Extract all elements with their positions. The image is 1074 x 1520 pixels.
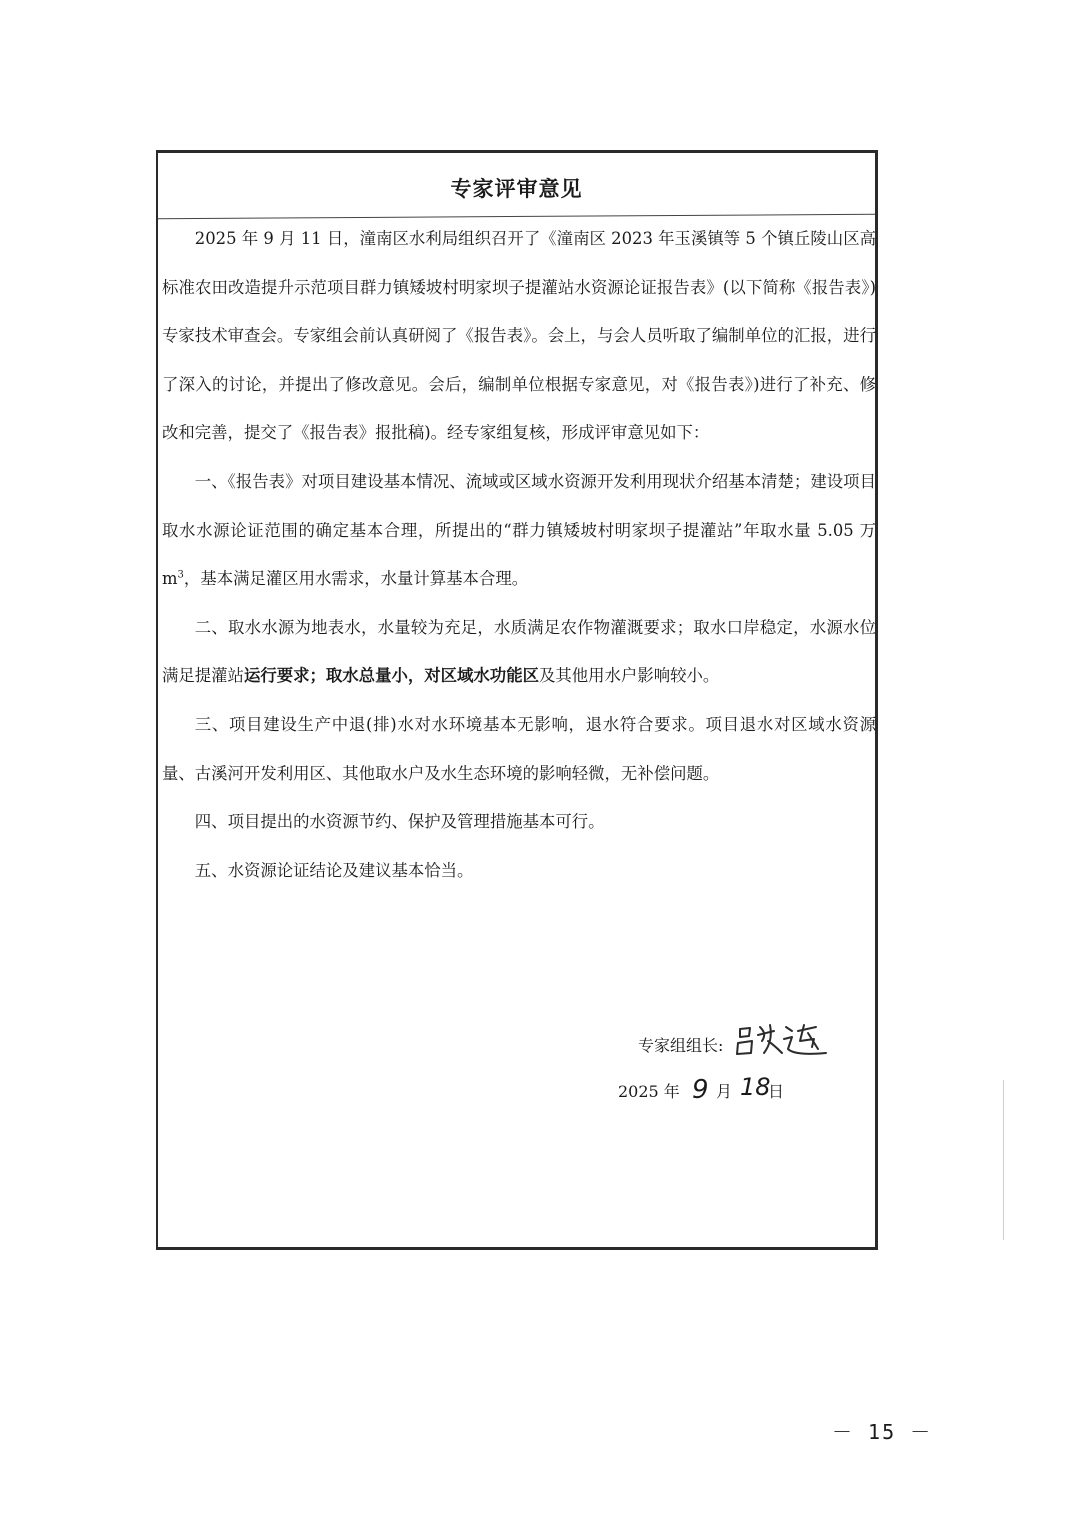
paragraph-text: 四、项目提出的水资源节约、保护及管理措施基本可行。 [194, 812, 605, 832]
document-title: 专家评审意见 [450, 177, 583, 201]
paragraph-text: 及其他用水户影响较小。 [538, 666, 720, 686]
expert-leader-label: 专家组组长: [638, 1036, 724, 1055]
superscript-text: 3 [177, 569, 184, 581]
date-day-unit: 日 [768, 1082, 785, 1101]
paragraph-text: 二、取水水源为地表水，水量较为充足，水质满足农作物灌溉要求；取水口岸稳定，水源水位满足提灌站 [162, 617, 876, 686]
opinion-paragraph [162, 604, 876, 701]
opinion-paragraph [162, 847, 876, 896]
paragraph-text: 2025 年 9 月 11 日，潼南区水利局组织召开了《潼南区 2023 年玉溪镇等 5 个镇丘陵山区高标准农田改造提升示范项目群力镇矮坡村明家坝子提灌站水资源论证报告表》(以下简称《报告表》)专家技术审查会。专家组会前认真研阅了《报告表》。会上，与会人员听取了编制单位的汇报，进行了深入的讨论，并提出了修改意见。会后，编制单位根据专家意见，对《报告表》)进行了补充、修改和完善，提交了《报告表》报批稿)。经专家组复核，形成评审意见如下： [162, 229, 876, 443]
scan-edge-mark [1003, 1080, 1004, 1240]
sign-date [618, 1073, 785, 1105]
opinion-body [162, 215, 876, 895]
signature-block [618, 1021, 868, 1141]
date-month-unit: 月 [716, 1082, 733, 1101]
date-day-handwritten: 18 [740, 1073, 771, 1101]
handwritten-signature [734, 1019, 834, 1063]
opinion-paragraph [162, 798, 876, 847]
paragraph-text: 三、项目建设生产中退(排)水对水环境基本无影响，退水符合要求。项目退水对区域水资源量、古溪河开发利用区、其他取水户及水生态环境的影响轻微，无补偿问题。 [162, 714, 876, 783]
page-number: － 15 － [832, 1420, 933, 1444]
opinion-paragraph [162, 458, 876, 604]
opinion-paragraph [162, 215, 876, 458]
paragraph-text: 五、水资源论证结论及建议基本恰当。 [194, 860, 474, 880]
opinion-paragraph [162, 701, 876, 798]
date-month-handwritten: 9 [692, 1075, 709, 1105]
paragraph-text: ，基本满足灌区用水需求，水量计算基本合理。 [183, 569, 529, 589]
review-opinion-frame [156, 150, 878, 1250]
date-year: 2025 年 [618, 1082, 680, 1101]
paragraph-text: 一、《报告表》对项目建设基本情况、流域或区域水资源开发利用现状介绍基本清楚；建设项目取水水源论证范围的确定基本合理，所提出的“群力镇矮坡村明家坝子提灌站”年取水量 5.05 万 m [162, 471, 876, 589]
paragraph-text: 运行要求；取水总量小，对区域水功能区 [243, 666, 539, 686]
